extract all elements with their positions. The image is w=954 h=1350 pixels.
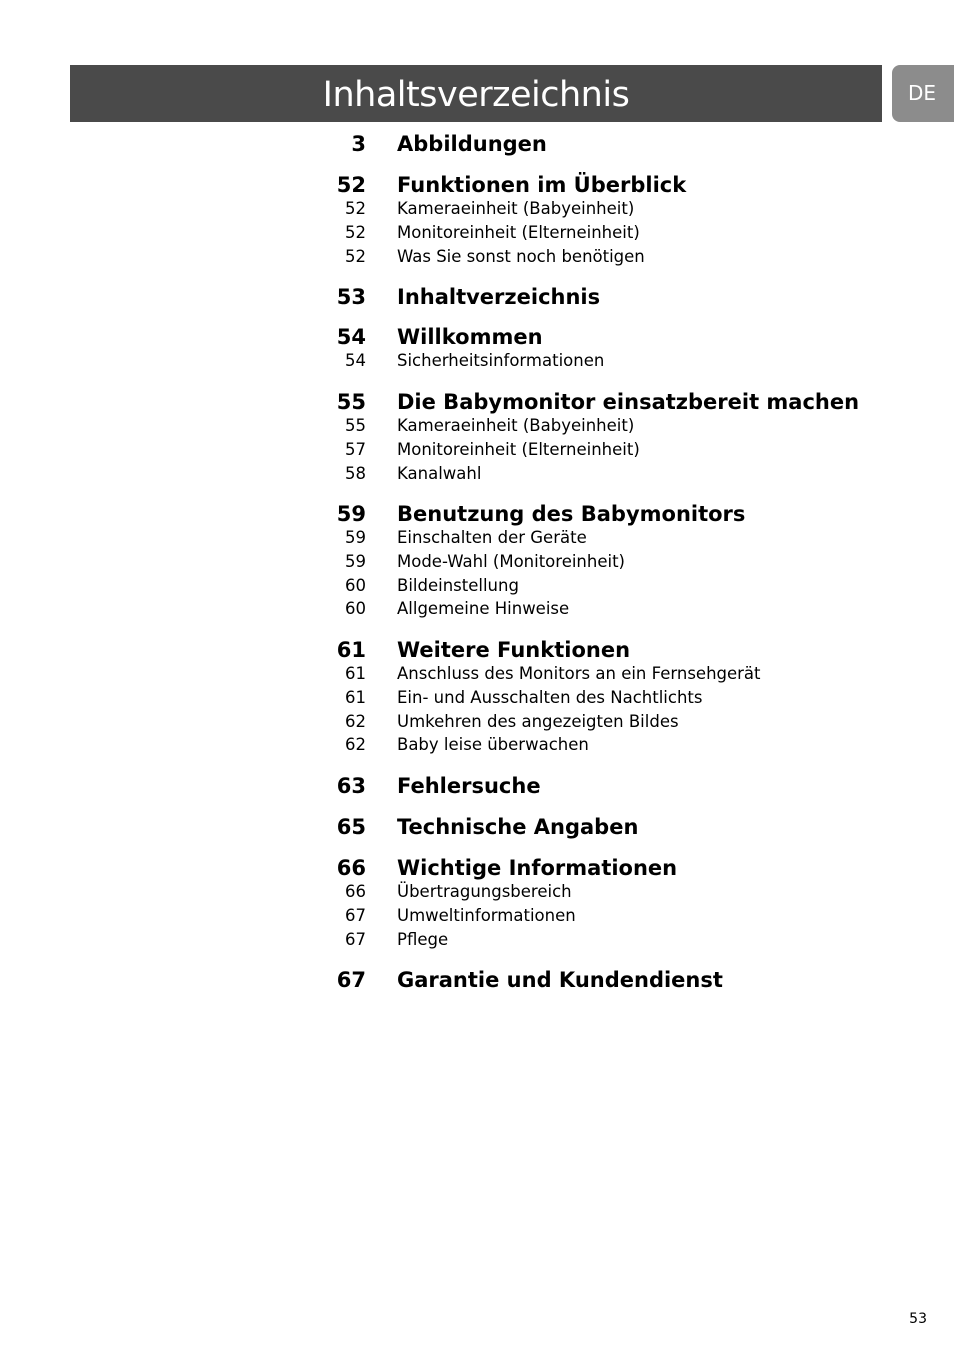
toc-subsection <box>0 598 954 624</box>
toc-section <box>0 131 954 157</box>
toc-section-page: 67 <box>336 968 366 992</box>
toc-section-page: 61 <box>336 638 366 662</box>
toc-subsection-title: Einschalten der Geräte <box>397 528 587 547</box>
page-title: Inhaltsverzeichnis <box>322 75 630 115</box>
toc-subsection-title: Ein- und Ausschalten des Nachtlichts <box>397 687 703 707</box>
language-tab <box>892 65 954 122</box>
toc-subsection <box>0 929 954 955</box>
toc-section-page: 63 <box>336 774 366 798</box>
toc-subsection <box>0 711 954 737</box>
toc-subsection-title: Sicherheitsinformationen <box>397 351 605 370</box>
toc-subsection <box>0 575 954 601</box>
toc-subsection-page: 61 <box>345 664 366 683</box>
language-label: DE <box>908 81 937 105</box>
toc-section-page: 52 <box>336 173 366 197</box>
toc-section-page: 3 <box>351 132 366 156</box>
toc-subsection <box>0 415 954 441</box>
toc-subsection-title: Monitoreinheit (Elterneinheit) <box>397 439 640 459</box>
toc-subsection <box>0 463 954 489</box>
toc-subsection <box>0 687 954 713</box>
toc-subsection <box>0 734 954 760</box>
toc-subsection-page: 60 <box>345 575 366 595</box>
toc-subsection-page: 62 <box>345 735 366 755</box>
toc-subsection <box>0 439 954 465</box>
toc-section-title: Garantie und Kundendienst <box>397 968 723 992</box>
toc-subsection-page: 61 <box>345 687 366 707</box>
toc-section <box>0 324 954 350</box>
toc-section <box>0 501 954 527</box>
toc-section-title: Die Babymonitor einsatzbereit machen <box>397 390 860 414</box>
toc-subsection-page: 57 <box>345 439 366 459</box>
toc-section-title: Weitere Funktionen <box>397 638 631 662</box>
toc-subsection <box>0 905 954 931</box>
toc-section <box>0 389 954 415</box>
toc-section-page: 66 <box>336 856 366 880</box>
toc-section-page: 53 <box>336 285 366 309</box>
toc-subsection-title: Kameraeinheit (Babyeinheit) <box>397 199 635 218</box>
page-number: 53 <box>909 1311 927 1327</box>
toc-section-page: 65 <box>336 815 366 839</box>
toc-subsection <box>0 222 954 248</box>
toc-subsection-title: Bildeinstellung <box>397 575 519 595</box>
toc-section <box>0 773 954 799</box>
toc-subsection-page: 52 <box>345 246 366 266</box>
toc-subsection-page: 59 <box>345 551 366 571</box>
toc-subsection <box>0 551 954 577</box>
toc-section <box>0 855 954 881</box>
toc-section-page: 59 <box>336 502 366 526</box>
toc-subsection-title: Monitoreinheit (Elterneinheit) <box>397 222 640 242</box>
toc-subsection-page: 66 <box>345 882 366 901</box>
toc-subsection-title: Was Sie sonst noch benötigen <box>397 246 645 266</box>
toc-subsection-title: Umweltinformationen <box>397 905 576 925</box>
toc-section-title: Benutzung des Babymonitors <box>397 502 746 526</box>
toc-subsection <box>0 527 954 553</box>
toc-subsection-page: 54 <box>345 351 366 370</box>
toc-subsection-page: 62 <box>345 711 366 731</box>
toc-section-title: Fehlersuche <box>397 774 541 798</box>
toc-subsection-page: 55 <box>345 416 366 435</box>
toc-subsection <box>0 246 954 272</box>
toc-subsection <box>0 198 954 224</box>
toc-section <box>0 284 954 310</box>
toc-subsection-title: Anschluss des Monitors an ein Fernsehgerät <box>397 664 761 683</box>
toc-subsection-title: Übertragungsbereich <box>397 882 572 901</box>
toc-section <box>0 814 954 840</box>
toc-subsection-title: Mode-Wahl (Monitoreinheit) <box>397 551 625 571</box>
toc-subsection-page: 52 <box>345 222 366 242</box>
toc-section <box>0 637 954 663</box>
toc-subsection-page: 60 <box>345 599 366 619</box>
title-bar <box>70 65 882 122</box>
toc-section-title: Willkommen <box>397 325 543 349</box>
toc-subsection-page: 58 <box>345 463 366 483</box>
toc-subsection-title: Kanalwahl <box>397 463 482 483</box>
toc-subsection-title: Kameraeinheit (Babyeinheit) <box>397 416 635 435</box>
toc-subsection <box>0 663 954 689</box>
toc-section-page: 54 <box>336 325 366 349</box>
toc-subsection-title: Allgemeine Hinweise <box>397 599 570 619</box>
toc-section <box>0 172 954 198</box>
toc-section-title: Technische Angaben <box>397 815 639 839</box>
toc-section-title: Abbildungen <box>397 132 547 156</box>
toc-section-title: Inhaltverzeichnis <box>397 285 601 309</box>
toc-subsection-page: 52 <box>345 199 366 218</box>
toc-section-title: Funktionen im Überblick <box>397 173 687 197</box>
toc-subsection-page: 59 <box>345 528 366 547</box>
toc-section <box>0 967 954 993</box>
toc-subsection <box>0 881 954 907</box>
toc-subsection-page: 67 <box>345 905 366 925</box>
toc-subsection-title: Pflege <box>397 929 449 949</box>
toc-section-title: Wichtige Informationen <box>397 856 678 880</box>
toc-subsection-title: Umkehren des angezeigten Bildes <box>397 711 679 731</box>
toc-section-page: 55 <box>336 390 366 414</box>
toc-subsection-title: Baby leise überwachen <box>397 735 589 755</box>
toc-subsection <box>0 350 954 376</box>
toc-subsection-page: 67 <box>345 929 366 949</box>
